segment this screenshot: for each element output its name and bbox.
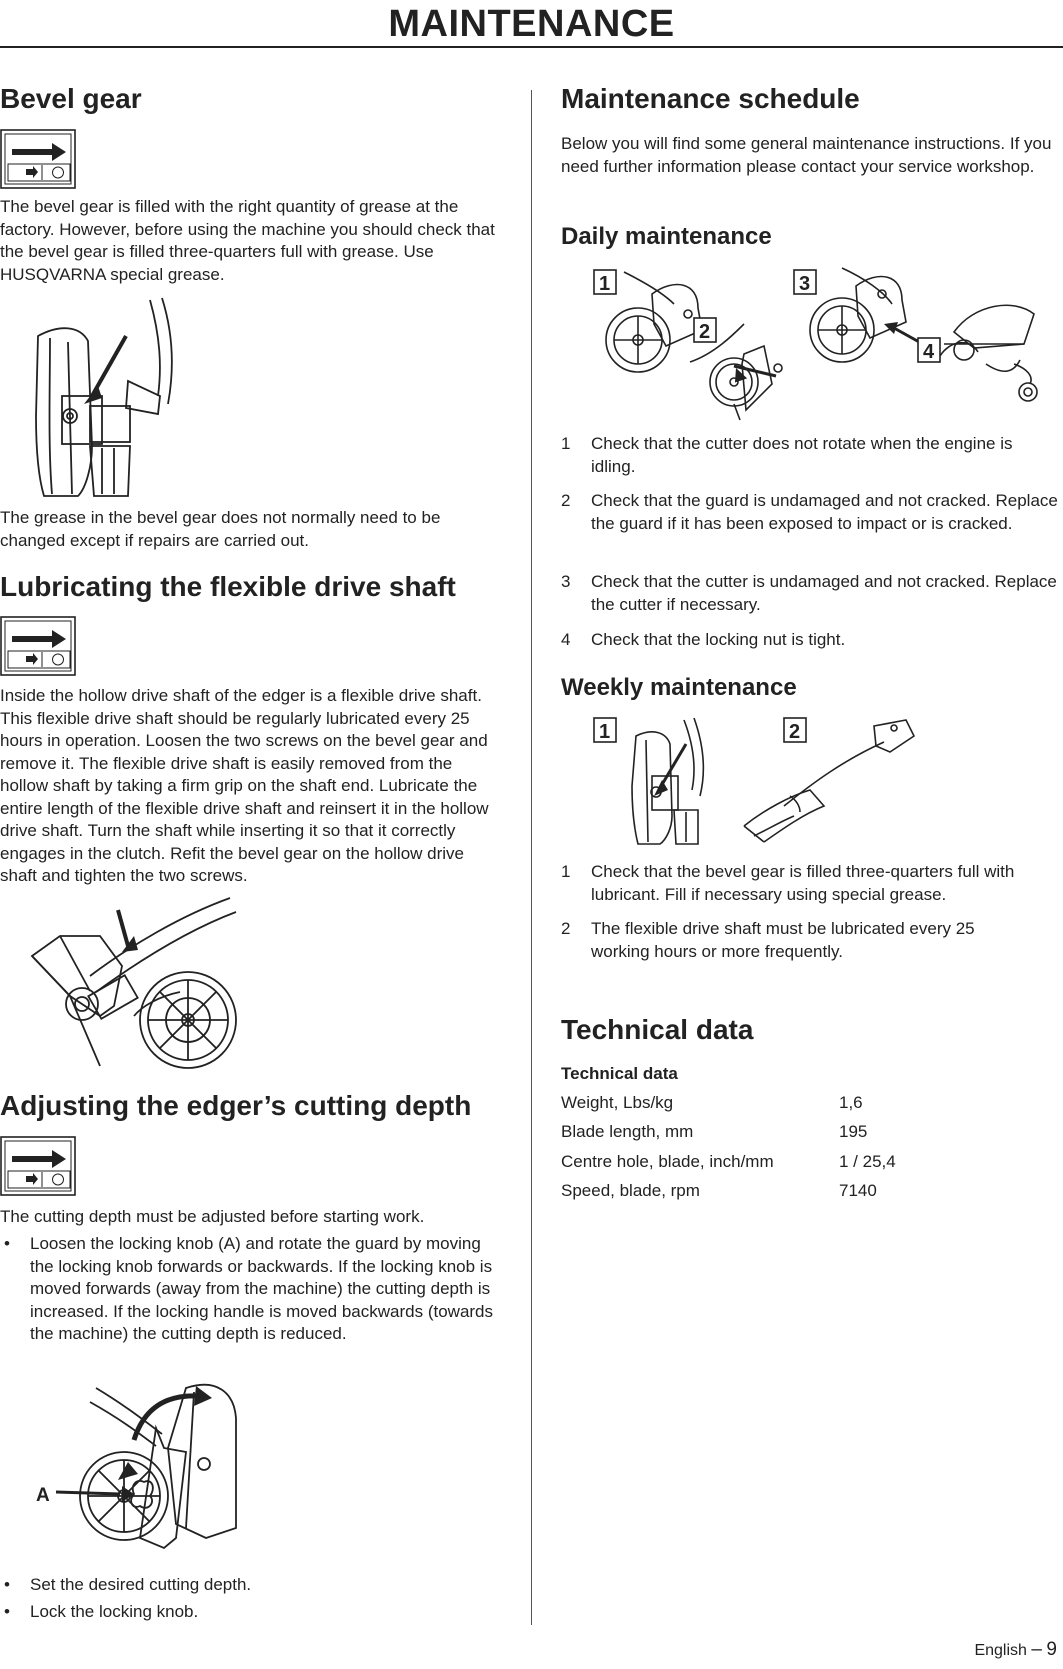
bullet-symbol: •	[4, 1575, 10, 1594]
list-item	[561, 490, 1061, 562]
technical-data-heading: Technical data	[561, 1014, 754, 1045]
daily-maintenance-illustration	[594, 264, 1034, 420]
list-item	[561, 918, 1061, 966]
figure-number: 4	[923, 341, 935, 363]
tool-instruction-icon	[0, 129, 76, 189]
lubricating-heading: Lubricating the flexible drive shaft	[0, 571, 456, 602]
cutting-depth-illustration	[36, 1378, 256, 1568]
list-item-number: 3	[561, 572, 571, 591]
page-title: MAINTENANCE	[388, 3, 675, 45]
spec-label: Weight, Lbs/kg	[561, 1093, 674, 1112]
list-item-number: 2	[561, 491, 571, 510]
page-number: 9	[1046, 1639, 1057, 1660]
drive-shaft-illustration	[30, 896, 240, 1076]
list-item	[0, 1574, 505, 1598]
list-item-text: Check that the cutter does not rotate when the engine is idling.	[591, 434, 1013, 476]
spec-value: 7140	[839, 1181, 877, 1200]
tool-instruction-icon	[0, 1136, 76, 1196]
locking-knob-label: A	[36, 1485, 50, 1506]
footer-dash: –	[1031, 1639, 1042, 1660]
maintenance-schedule-heading: Maintenance schedule	[561, 83, 860, 114]
list-item-text: Check that the bevel gear is filled three-quarters full with lubricant. Fill if necessary using special grease.	[591, 862, 1015, 904]
figure-number: 1	[599, 721, 611, 743]
spec-value: 1,6	[839, 1093, 863, 1112]
list-item	[0, 1233, 505, 1373]
list-item-number: 4	[561, 630, 571, 649]
list-item	[561, 433, 1061, 481]
page-footer	[974, 1639, 1057, 1661]
technical-data-subheading: Technical data	[561, 1064, 678, 1083]
spec-label: Blade length, mm	[561, 1122, 694, 1141]
spec-label: Speed, blade, rpm	[561, 1181, 700, 1200]
figure-number: 3	[799, 273, 811, 295]
title-rule	[0, 46, 1063, 48]
list-item	[561, 629, 1061, 653]
figure-number: 2	[699, 321, 711, 343]
list-item-text: Check that the guard is undamaged and not cracked. Replace the guard if it has been exposed to impact or is cracked.	[591, 491, 1058, 533]
spec-value: 1 / 25,4	[839, 1152, 896, 1171]
list-item-number: 2	[561, 919, 571, 938]
bullet-symbol: •	[4, 1602, 10, 1621]
column-divider	[531, 90, 532, 1625]
bevel-gear-heading: Bevel gear	[0, 83, 142, 114]
list-item-text: Check that the locking nut is tight.	[591, 630, 846, 649]
cutting-depth-intro: The cutting depth must be adjusted before starting work.	[0, 1207, 425, 1226]
list-item-text: Loosen the locking knob (A) and rotate the guard by moving the locking knob forwards or backwards. If the locking knob is moved forwards (away from the machine) the cutting depth is increased. If the locking handle is moved backwards (towards the machine) the cutting depth is reduced.	[30, 1234, 494, 1343]
list-item	[561, 571, 1061, 619]
maintenance-schedule-intro: Below you will find some general maintenance instructions. If you need further information please contact your service workshop.	[561, 134, 1052, 176]
bevel-gear-intro: The bevel gear is filled with the right quantity of grease at the factory. However, before using the machine you should check that the bevel gear is filled three-quarters full with grease. Use HUSQVARNA special grease.	[0, 197, 495, 284]
list-item-text: The flexible drive shaft must be lubricated every 25 working hours or more frequently.	[591, 919, 975, 961]
bevel-gear-illustration	[30, 296, 200, 501]
spec-value: 195	[839, 1122, 868, 1141]
spec-label: Centre hole, blade, inch/mm	[561, 1152, 774, 1171]
list-item-text: Set the desired cutting depth.	[30, 1575, 252, 1594]
list-item-text: Lock the locking knob.	[30, 1602, 199, 1621]
lubricating-body: Inside the hollow drive shaft of the edger is a flexible drive shaft. This flexible drive shaft should be regularly lubricated every 25 hours in operation. Loosen the two screws on the bevel gear and remove it. The flexible drive shaft is easily removed from the hollow shaft by taking a firm grip on the shaft end. Lubricate the entire length of the flexible drive shaft and reinsert it in the hollow drive shaft. Turn the shaft while inserting it so that it correctly engages in the clutch. Refit the bevel gear on the hollow drive shaft and tighten the two screws.	[0, 686, 489, 885]
figure-number: 2	[789, 721, 801, 743]
list-item	[0, 1601, 505, 1625]
figure-number: 1	[599, 273, 611, 295]
weekly-maintenance-heading: Weekly maintenance	[561, 674, 797, 701]
bevel-gear-note: The grease in the bevel gear does not normally need to be changed except if repairs are carried out.	[0, 508, 441, 550]
list-item-number: 1	[561, 434, 571, 453]
tool-instruction-icon	[0, 616, 76, 676]
bullet-symbol: •	[4, 1234, 10, 1253]
cutting-depth-heading: Adjusting the edger’s cutting depth	[0, 1090, 472, 1121]
list-item	[561, 861, 1061, 909]
daily-maintenance-heading: Daily maintenance	[561, 223, 772, 250]
list-item-number: 1	[561, 862, 571, 881]
footer-language: English	[974, 1642, 1027, 1659]
list-item-text: Check that the cutter is undamaged and not cracked. Replace the cutter if necessary.	[591, 572, 1057, 614]
weekly-maintenance-illustration	[594, 716, 914, 846]
